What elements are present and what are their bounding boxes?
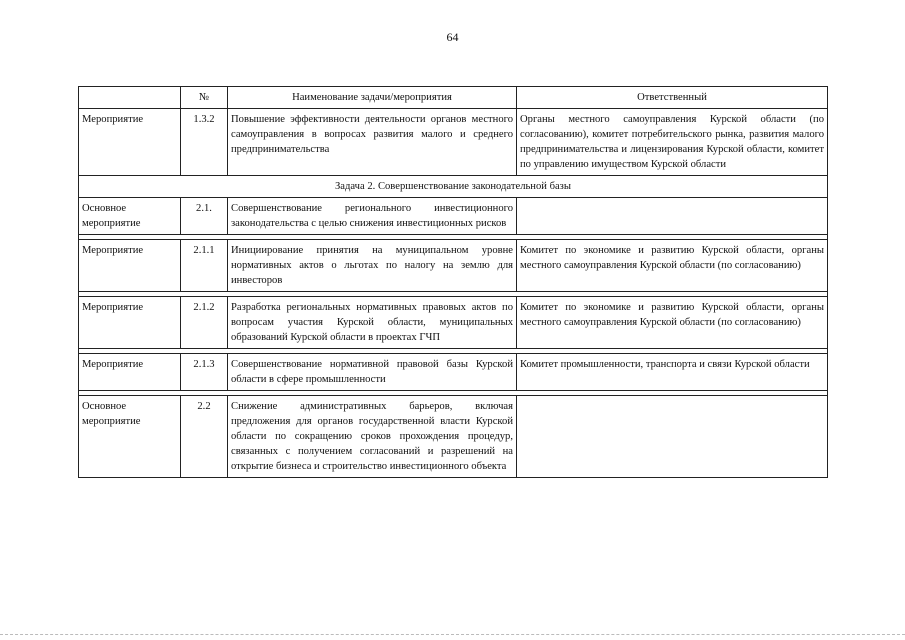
table-header-row (79, 87, 828, 109)
row-name: Повышение эффективности деятельности органов местного самоуправления в вопросах развития малого и среднего предпринимательства (228, 109, 517, 176)
row-responsible: Комитет по экономике и развитию Курской области, органы местного самоуправления Курской области (по согласованию) (517, 240, 828, 292)
row-responsible (517, 396, 828, 478)
task-title: Задача 2. Совершенствование законодательной базы (79, 176, 828, 198)
row-name: Инициирование принятия на муниципальном уровне нормативных актов о льготах по налогу на землю для инвесторов (228, 240, 517, 292)
row-number: 2.1.3 (181, 354, 228, 391)
row-number: 1.3.2 (181, 109, 228, 176)
row-type: Мероприятие (79, 297, 181, 349)
table-row (79, 240, 828, 292)
header-number: № (181, 87, 228, 109)
row-name: Разработка региональных нормативных правовых актов по вопросам участия Курской области, муниципальных образований Курской области в проектах ГЧП (228, 297, 517, 349)
row-number: 2.1.1 (181, 240, 228, 292)
table-row (79, 396, 828, 478)
measures-table (78, 86, 828, 478)
task-row (79, 176, 828, 198)
table-row (79, 354, 828, 391)
table-row (79, 109, 828, 176)
page-number: 64 (446, 30, 459, 44)
row-number: 2.1.2 (181, 297, 228, 349)
row-number: 2.1. (181, 198, 228, 235)
row-responsible: Органы местного самоуправления Курской области (по согласованию), комитет потребительского рынка, развития малого предпринимательства и лицензирования Курской области, комитет по управлению имуществом Курской области (517, 109, 828, 176)
row-type: Мероприятие (79, 240, 181, 292)
row-type: Основное мероприятие (79, 198, 181, 235)
row-responsible (517, 198, 828, 235)
table-row (79, 198, 828, 235)
row-type: Мероприятие (79, 354, 181, 391)
row-responsible: Комитет промышленности, транспорта и связи Курской области (517, 354, 828, 391)
header-type (79, 87, 181, 109)
row-type: Мероприятие (79, 109, 181, 176)
table-row (79, 297, 828, 349)
row-type: Основное мероприятие (79, 396, 181, 478)
header-name: Наименование задачи/мероприятия (228, 87, 517, 109)
page-bottom-divider (0, 634, 905, 636)
header-responsible: Ответственный (517, 87, 828, 109)
row-name: Совершенствование регионального инвестиционного законодательства с целью снижения инвестиционных рисков (228, 198, 517, 235)
row-name: Совершенствование нормативной правовой базы Курской области в сфере промышленности (228, 354, 517, 391)
row-name: Снижение административных барьеров, включая предложения для органов государственной власти Курской области по сокращению сроков прохождения процедур, связанных с получением согласований и разрешений на открытие бизнеса и строительство инвестиционного объекта (228, 396, 517, 478)
row-responsible: Комитет по экономике и развитию Курской области, органы местного самоуправления Курской области (по согласованию) (517, 297, 828, 349)
row-number: 2.2 (181, 396, 228, 478)
